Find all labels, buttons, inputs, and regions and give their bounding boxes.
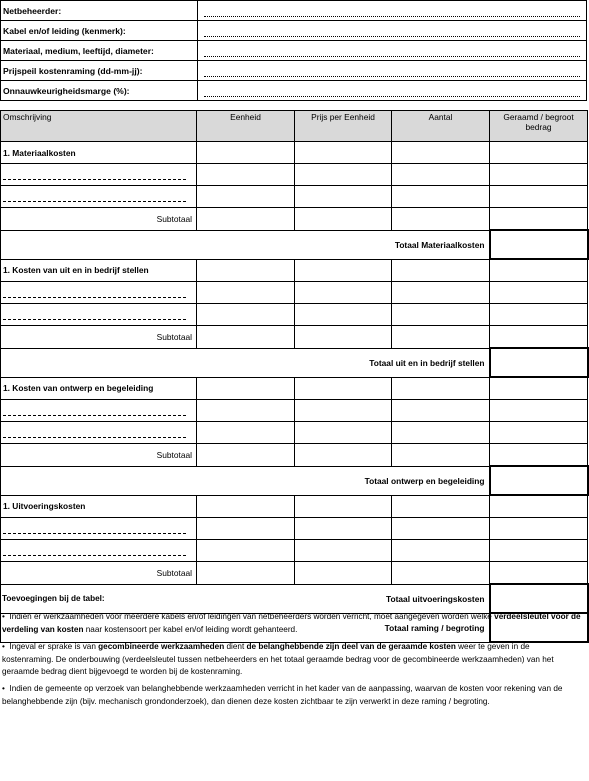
- cell[interactable]: [392, 164, 490, 186]
- total-label: Totaal ontwerp en begeleiding: [1, 466, 490, 495]
- cell[interactable]: [392, 422, 490, 444]
- cell[interactable]: [392, 259, 490, 282]
- cell[interactable]: [490, 400, 588, 422]
- cell[interactable]: [490, 208, 588, 231]
- subtotal-label: Subtotaal: [1, 208, 197, 231]
- field-label: Prijspeil kostenraming (dd-mm-jj):: [1, 61, 198, 81]
- note-emphasis: gecombineerde werkzaamheden: [98, 642, 225, 652]
- cell[interactable]: [392, 540, 490, 562]
- field-input[interactable]: [198, 41, 587, 61]
- cell[interactable]: [197, 495, 295, 518]
- table-row: [1, 282, 588, 304]
- table-header-row: [1, 111, 588, 142]
- notes-title: Toevoegingen bij de tabel:: [2, 594, 105, 603]
- cell[interactable]: [392, 400, 490, 422]
- subtotal-label: Subtotaal: [1, 562, 197, 585]
- cell[interactable]: [392, 495, 490, 518]
- table-row: [1, 422, 588, 444]
- table-row: [1, 540, 588, 562]
- note-text: Indien de gemeente op verzoek van belanghebbende werkzaamheden verricht in het kader van de aanpassing, waarvan de kosten voor rekening van de belanghebbende zijn (bijv. mechanisch grondonderzoek), dan dienen deze kosten zichtbaar te zijn verwerkt in deze raming / begroting.: [2, 684, 563, 706]
- cell[interactable]: [295, 282, 392, 304]
- cell[interactable]: [392, 518, 490, 540]
- subtotal-label: Subtotaal: [1, 326, 197, 349]
- subtotal-row: [1, 562, 588, 585]
- cell[interactable]: [392, 326, 490, 349]
- field-input[interactable]: [198, 21, 587, 41]
- cell[interactable]: [197, 518, 295, 540]
- cell[interactable]: [197, 142, 295, 164]
- cell[interactable]: [197, 540, 295, 562]
- cell[interactable]: [1, 518, 197, 540]
- field-label: Materiaal, medium, leeftijd, diameter:: [1, 41, 198, 61]
- note-text: dient: [224, 642, 247, 652]
- note-text: Indien er werkzaamheden voor meerdere kabels en/of leidingen van netbeheerders worden verricht, moet aangegeven worden welke: [9, 612, 495, 622]
- cell[interactable]: [490, 495, 588, 518]
- cell[interactable]: [295, 142, 392, 164]
- note-item: [2, 641, 582, 678]
- field-row: [1, 41, 587, 61]
- cost-table: [0, 110, 589, 643]
- cell[interactable]: [1, 164, 197, 186]
- field-label: Kabel en/of leiding (kenmerk):: [1, 21, 198, 41]
- field-input[interactable]: [198, 61, 587, 81]
- cell[interactable]: [295, 422, 392, 444]
- grand-total-label: Totaal raming / begroting: [1, 613, 490, 642]
- cell[interactable]: [197, 259, 295, 282]
- cell[interactable]: [295, 444, 392, 467]
- total-cell[interactable]: [490, 230, 588, 259]
- cell[interactable]: [490, 518, 588, 540]
- total-label: Totaal Materiaalkosten: [1, 230, 490, 259]
- cell[interactable]: [197, 422, 295, 444]
- note-text: Ingeval er sprake is van: [9, 642, 99, 652]
- cell[interactable]: [197, 326, 295, 349]
- subtotal-row: [1, 444, 588, 467]
- cell[interactable]: [392, 304, 490, 326]
- cell[interactable]: [1, 282, 197, 304]
- cell[interactable]: [197, 444, 295, 467]
- cell[interactable]: [392, 208, 490, 231]
- total-row: [1, 230, 588, 259]
- cell[interactable]: [197, 186, 295, 208]
- cell[interactable]: [392, 186, 490, 208]
- cell[interactable]: [392, 142, 490, 164]
- section-title: 1. Uitvoeringskosten: [1, 495, 197, 518]
- cell[interactable]: [295, 186, 392, 208]
- field-row: [1, 21, 587, 41]
- cell[interactable]: [197, 282, 295, 304]
- note-emphasis: verdeelsleutel voor de verdeling van kosten: [2, 612, 581, 634]
- cell[interactable]: [197, 208, 295, 231]
- cell[interactable]: [490, 562, 588, 585]
- cell[interactable]: [197, 400, 295, 422]
- table-row: [1, 304, 588, 326]
- total-cell[interactable]: [490, 348, 588, 377]
- cell[interactable]: [490, 422, 588, 444]
- cell[interactable]: [197, 562, 295, 585]
- field-row: [1, 81, 587, 101]
- subtotal-label: Subtotaal: [1, 444, 197, 467]
- section-title-row: [1, 259, 588, 282]
- cell[interactable]: [197, 164, 295, 186]
- bullet-icon: •: [2, 612, 10, 622]
- cell[interactable]: [295, 326, 392, 349]
- subtotal-row: [1, 208, 588, 231]
- col-header-omschrijving: Omschrijving: [1, 111, 197, 142]
- cell[interactable]: [1, 400, 197, 422]
- cell[interactable]: [490, 142, 588, 164]
- cell[interactable]: [490, 259, 588, 282]
- table-row: [1, 164, 588, 186]
- section-title-row: [1, 377, 588, 400]
- total-label: Totaal uit en in bedrijf stellen: [1, 348, 490, 377]
- cell[interactable]: [1, 540, 197, 562]
- cell[interactable]: [392, 282, 490, 304]
- section-title-row: [1, 495, 588, 518]
- cell[interactable]: [295, 562, 392, 585]
- note-emphasis: de belanghebbende zijn deel van de geraamde kosten: [246, 642, 456, 652]
- cell[interactable]: [295, 377, 392, 400]
- bullet-icon: •: [2, 642, 10, 652]
- cell[interactable]: [1, 186, 197, 208]
- cell[interactable]: [490, 444, 588, 467]
- cell[interactable]: [295, 208, 392, 231]
- field-input[interactable]: [198, 81, 587, 101]
- cell[interactable]: [295, 540, 392, 562]
- col-header-aantal: Aantal: [392, 111, 490, 142]
- cell[interactable]: [490, 282, 588, 304]
- cell[interactable]: [295, 495, 392, 518]
- field-label: Netbeheerder:: [1, 1, 198, 21]
- cell[interactable]: [490, 326, 588, 349]
- cell[interactable]: [1, 422, 197, 444]
- table-row: [1, 518, 588, 540]
- total-label: Totaal uitvoeringskosten: [1, 584, 490, 613]
- total-cell[interactable]: [490, 466, 588, 495]
- cell[interactable]: [490, 164, 588, 186]
- note-item: [2, 611, 582, 636]
- cell[interactable]: [392, 444, 490, 467]
- field-input[interactable]: [198, 1, 587, 21]
- cell[interactable]: [490, 186, 588, 208]
- cell[interactable]: [490, 377, 588, 400]
- total-row: [1, 466, 588, 495]
- note-text: naar kostensoort per kabel en/of leiding wordt gehanteerd.: [83, 624, 298, 634]
- col-header-eenheid: Eenheid: [197, 111, 295, 142]
- cell[interactable]: [295, 164, 392, 186]
- cell[interactable]: [295, 259, 392, 282]
- section-title: 1. Kosten van uit en in bedrijf stellen: [1, 259, 197, 282]
- field-row: [1, 61, 587, 81]
- cell[interactable]: [197, 377, 295, 400]
- section-title: 1. Materiaalkosten: [1, 142, 197, 164]
- total-row: [1, 348, 588, 377]
- header-fields-table: [0, 0, 587, 101]
- cell[interactable]: [197, 304, 295, 326]
- notes-section: [2, 593, 582, 713]
- note-item: [2, 683, 582, 708]
- cell[interactable]: [1, 304, 197, 326]
- cell[interactable]: [392, 377, 490, 400]
- section-title-row: [1, 142, 588, 164]
- note-text: weer te geven in de kostenraming. De onderbouwing (verdeelsleutel tussen netbeheerders en het totaal geraamde bedrag voor de gecombineerde werkzaamheden) van het geraamde bedrag dient bijgevoegd te worden bij de kostenraming.: [2, 642, 554, 677]
- col-header-bedrag: Geraamd / begroot bedrag: [490, 111, 588, 142]
- table-row: [1, 400, 588, 422]
- cell[interactable]: [295, 400, 392, 422]
- cell[interactable]: [392, 562, 490, 585]
- bullet-icon: •: [2, 684, 10, 694]
- cell[interactable]: [295, 304, 392, 326]
- section-title: 1. Kosten van ontwerp en begeleiding: [1, 377, 197, 400]
- table-row: [1, 186, 588, 208]
- cell[interactable]: [490, 540, 588, 562]
- field-label: Onnauwkeurigheidsmarge (%):: [1, 81, 198, 101]
- cell[interactable]: [295, 518, 392, 540]
- col-header-prijs: Prijs per Eenheid: [295, 111, 392, 142]
- cell[interactable]: [490, 304, 588, 326]
- field-row: [1, 1, 587, 21]
- subtotal-row: [1, 326, 588, 349]
